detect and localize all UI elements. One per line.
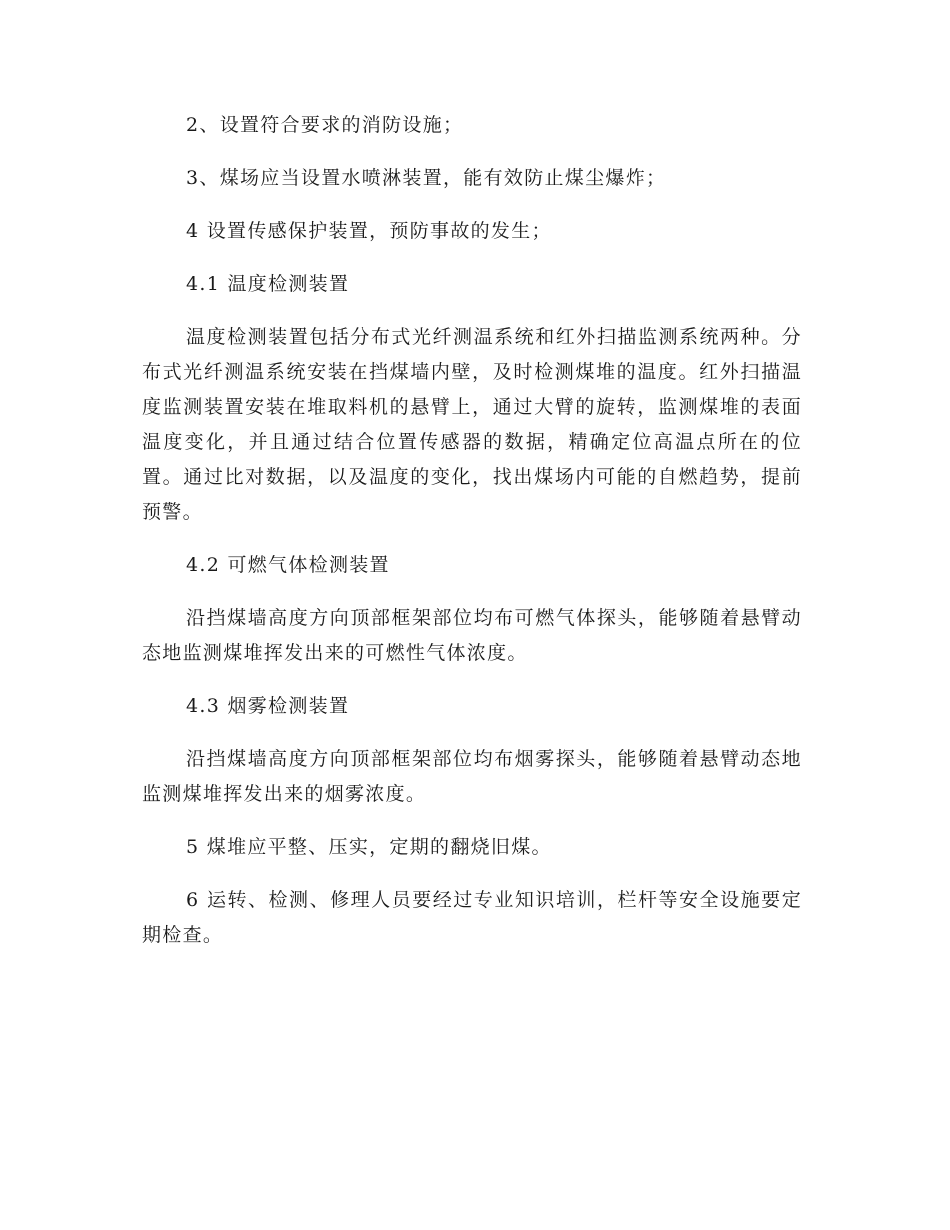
paragraph-gas-detection: 沿挡煤墙高度方向顶部框架部位均布可燃气体探头，能够随着悬臂动态地监测煤堆挥发出来的可燃性气体浓度。 bbox=[142, 607, 802, 664]
heading-gas-detection: 4.2 可燃气体检测装置 bbox=[186, 554, 390, 576]
paragraph-smoke-detection: 沿挡煤墙高度方向顶部框架部位均布烟雾探头，能够随着悬臂动态地监测煤堆挥发出来的烟雾浓度。 bbox=[142, 748, 802, 805]
item-sensor-protection: 4 设置传感保护装置，预防事故的发生； bbox=[186, 220, 552, 242]
item-fire-facilities: 2、设置符合要求的消防设施； bbox=[186, 114, 464, 136]
item-personnel-training: 6 运转、检测、修理人员要经过专业知识培训，栏杆等安全设施要定期检查。 bbox=[142, 889, 802, 946]
heading-temperature-detection: 4.1 温度检测装置 bbox=[186, 273, 350, 295]
paragraph-temperature-detection: 温度检测装置包括分布式光纤测温系统和红外扫描监测系统两种。分布式光纤测温系统安装在挡煤墙内壁，及时检测煤堆的温度。红外扫描温度监测装置安装在堆取料机的悬臂上，通过大臂的旋转，监测煤堆的表面温度变化，并且通过结合位置传感器的数据，精确定位高温点所在的位置。通过比对数据，以及温度的变化，找出煤场内可能的自燃趋势，提前预警。 bbox=[142, 326, 802, 523]
heading-smoke-detection: 4.3 烟雾检测装置 bbox=[186, 695, 350, 717]
document-body bbox=[142, 108, 802, 953]
item-water-spray: 3、煤场应当设置水喷淋装置，能有效防止煤尘爆炸； bbox=[186, 167, 667, 189]
item-coal-pile-maintenance: 5 煤堆应平整、压实，定期的翻烧旧煤。 bbox=[186, 836, 552, 858]
